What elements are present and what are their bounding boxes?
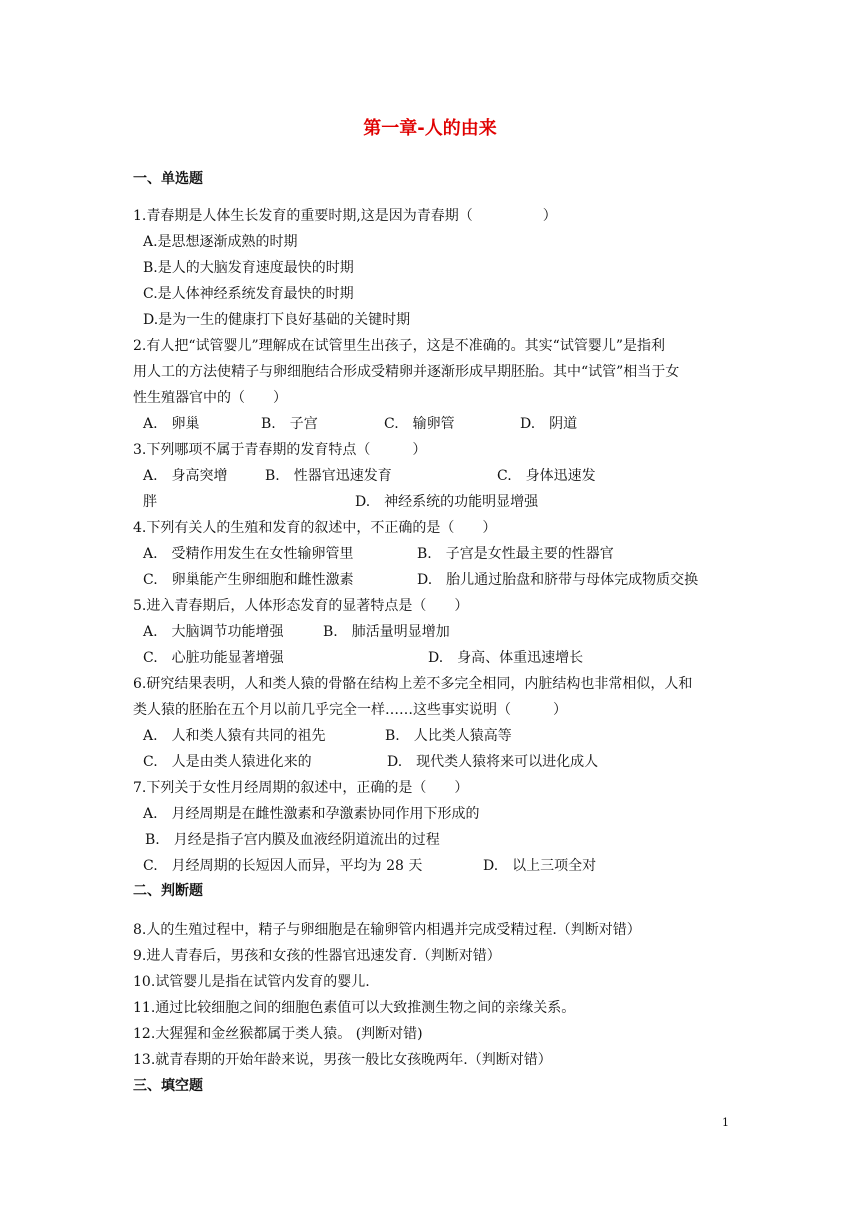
question-stem: 7.下列关于女性月经周期的叙述中，正确的是（ ） xyxy=(133,780,469,796)
section-heading-fill-blank: 三、填空题 xyxy=(133,1078,203,1094)
question-option: A. 月经周期是在雌性激素和孕激素协同作用下形成的 xyxy=(143,806,480,822)
question-option: D. 阴道 xyxy=(520,416,578,432)
question-option: C. 身体迅速发 xyxy=(497,468,596,484)
question-option-continuation: 胖 xyxy=(143,494,157,510)
judgment-item: 9.进人青春后，男孩和女孩的性器官迅速发育.（判断对错） xyxy=(133,948,501,964)
question-option: A.是思想逐渐成熟的时期 xyxy=(143,234,298,250)
question-option: B. 子宫是女性最主要的性器官 xyxy=(417,546,614,562)
question-stem: 4.下列有关人的生殖和发育的叙述中，不正确的是（ ） xyxy=(133,520,497,536)
page-number: 1 xyxy=(722,1116,729,1129)
judgment-item: 12.大猩猩和金丝猴都属于类人猿。 (判断对错) xyxy=(133,1026,423,1042)
question-option: B.是人的大脑发育速度最快的时期 xyxy=(143,260,354,276)
question-option: B. 肺活量明显增加 xyxy=(323,624,450,640)
question-option: C. 卵巢能产生卵细胞和雌性激素 xyxy=(143,572,354,588)
question-option: C.是人体神经系统发育最快的时期 xyxy=(143,286,354,302)
question-option: B. 子宫 xyxy=(261,416,318,432)
question-option: C. 输卵管 xyxy=(384,416,455,432)
question-stem: 1.青春期是人体生长发育的重要时期,这是因为青春期（ ） xyxy=(133,208,557,224)
judgment-item: 11.通过比较细胞之间的细胞色素值可以大致推测生物之间的亲缘关系。 xyxy=(133,1000,576,1016)
question-option: A. 大脑调节功能增强 xyxy=(143,624,284,640)
question-stem-line: 性生殖器官中的（ ） xyxy=(133,390,287,406)
question-stem-line: 6.研究结果表明，人和类人猿的骨骼在结构上差不多完全相同，内脏结构也非常相似，人和 xyxy=(133,676,693,692)
question-stem-line: 2.有人把“试管婴儿”理解成在试管里生出孩子，这是不准确的。其实“试管婴儿”是指利 xyxy=(133,338,665,354)
question-option: A. 身高突增 xyxy=(143,468,228,484)
question-option: B. 性器官迅速发育 xyxy=(265,468,392,484)
question-option: C. 心脏功能显著增强 xyxy=(143,650,284,666)
question-option: B. 人比类人猿高等 xyxy=(385,728,512,744)
question-stem-line: 类人猿的胚胎在五个月以前几乎完全一样……这些事实说明（ ） xyxy=(133,702,567,718)
question-option: C. 月经周期的长短因人而异，平均为 28 天 xyxy=(143,858,423,874)
question-option: D.是为一生的健康打下良好基础的关键时期 xyxy=(143,312,411,328)
question-option: D. 身高、体重迅速增长 xyxy=(428,650,584,666)
question-stem: 3.下列哪项不属于青春期的发育特点（ ） xyxy=(133,442,427,458)
document-title: 第一章-人的由来 xyxy=(363,118,497,139)
question-option: A. 人和类人猿有共同的祖先 xyxy=(143,728,326,744)
question-option: D. 神经系统的功能明显增强 xyxy=(355,494,539,510)
section-heading-single-choice: 一、单选题 xyxy=(133,171,203,187)
question-option: A. 卵巢 xyxy=(143,416,200,432)
judgment-item: 10.试管婴儿是指在试管内发育的婴儿. xyxy=(133,974,370,990)
question-stem: 5.进入青春期后，人体形态发育的显著特点是（ ） xyxy=(133,598,469,614)
question-option: D. 胎儿通过胎盘和脐带与母体完成物质交换 xyxy=(417,572,699,588)
question-option: A. 受精作用发生在女性输卵管里 xyxy=(143,546,354,562)
question-option: D. 以上三项全对 xyxy=(483,858,597,874)
question-option: C. 人是由类人猿进化来的 xyxy=(143,754,312,770)
judgment-item: 13.就青春期的开始年龄来说，男孩一般比女孩晚两年.（判断对错） xyxy=(133,1052,552,1068)
question-stem-line: 用人工的方法使精子与卵细胞结合形成受精卵并逐渐形成早期胚胎。其中“试管”相当于女 xyxy=(133,364,680,380)
section-heading-true-false: 二、判断题 xyxy=(133,883,203,899)
judgment-item: 8.人的生殖过程中，精子与卵细胞是在输卵管内相遇并完成受精过程.（判断对错） xyxy=(133,922,641,938)
question-option: B. 月经是指子宫内膜及血液经阴道流出的过程 xyxy=(145,832,440,848)
question-option: D. 现代类人猿将来可以进化成人 xyxy=(387,754,599,770)
